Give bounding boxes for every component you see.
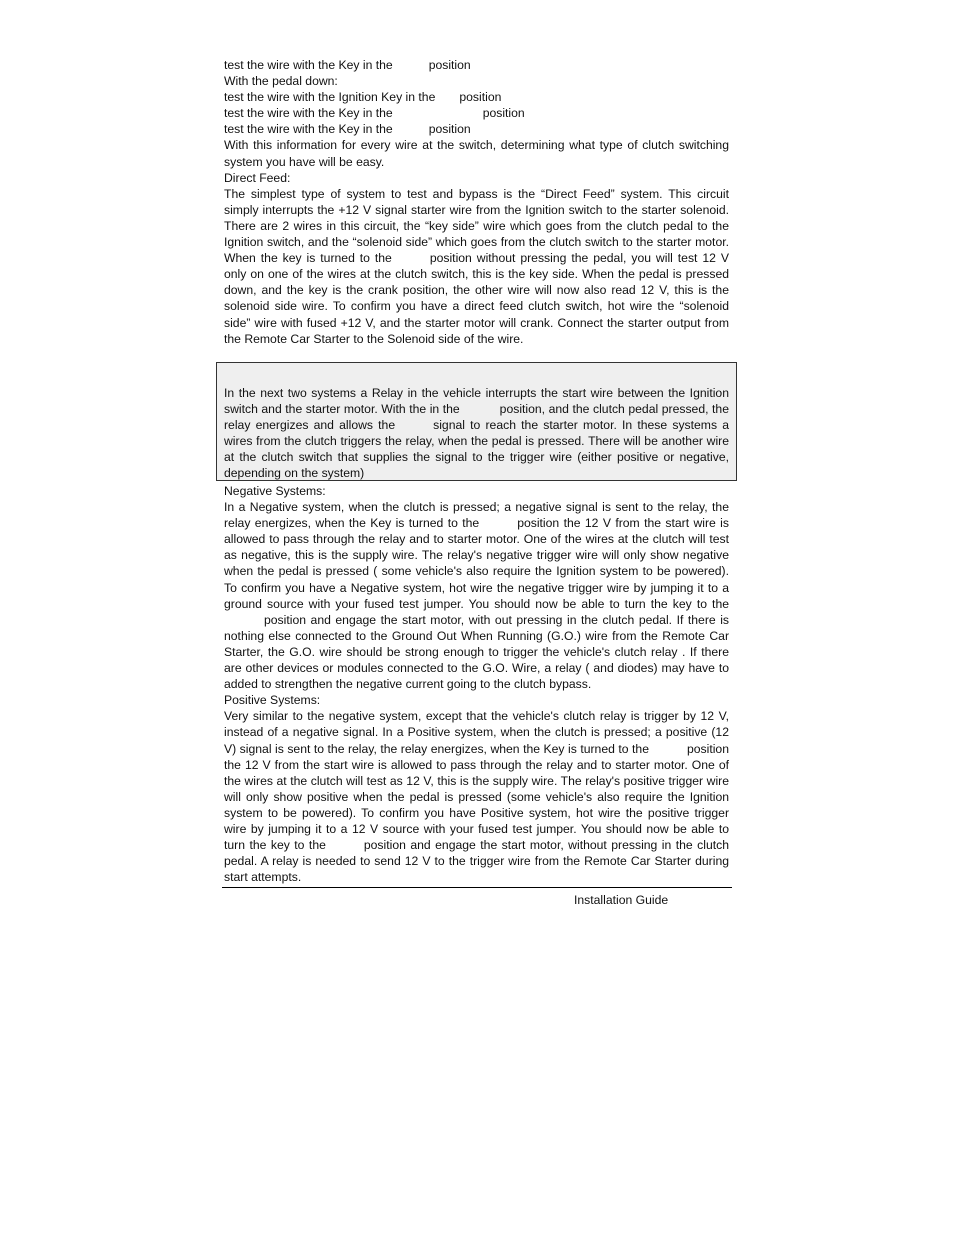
footer-rule	[222, 887, 732, 888]
test-line-4: test the wire with the Key in the position	[224, 122, 471, 137]
direct-feed-heading: Direct Feed:	[224, 170, 291, 185]
negative-systems-paragraph: In a Negative system, when the clutch is pressed; a negative signal is sent to the relay, the relay energizes, when the Key is turned to the position the 12 V from the start wire is allowed to pass through the relay and to starter motor. One of the wires at the clutch will test as negative, this is the supply wire. The relay's negative trigger wire will only show negative when the pedal is pressed ( some vehicle's also require the Ignition system to be powered). To confirm you have a Negative system, hot wire the negative trigger wire by jumping it to a ground source with your fused test jumper. You should now be able to turn the key to theposition and engage the start motor, with out pressing in the clutch pedal. If there is nothing else connected to the Ground Out When Running (G.O.) wire from the Remote Car Starter, the G.O. wire should be strong enough to trigger the vehicle's clutch relay . If there are other devices or modules connected to the G.O. Wire, a relay ( and diodes) may have to added to strengthen the negative current going to the clutch bypass.	[224, 500, 729, 692]
direct-feed-paragraph: The simplest type of system to test and bypass is the “Direct Feed” system. This circuit simply interrupts the +12 V signal starter wire from the Ignition switch to the starter solenoid. There are 2 wires in this circuit, the “key side” wire which goes from the clutch pedal to the Ignition switch, and the “solenoid side” which goes from the clutch switch to the starter motor. When the key is turned to the position without pressing the pedal, you will test 12 V only on one of the wires at the clutch switch, this is the key side. When the pedal is pressed down, and the key is the crank position, the other wire will now also read 12 V, this is the solenoid side wire. To confirm you have a direct feed clutch switch, hot wire the “solenoid side” wire with fused +12 V, and the starter motor will crank. Connect the starter output from the Remote Car Starter to the Solenoid side of the wire.	[224, 186, 729, 346]
test-line-2: test the wire with the Ignition Key in the position	[224, 90, 502, 105]
summary-paragraph: With this information for every wire at the switch, determining what type of clutch switching system you have will be easy.	[224, 138, 729, 169]
test-line-3: test the wire with the Key in the position	[224, 106, 525, 121]
systems-section	[224, 483, 729, 885]
positive-systems-paragraph: Very similar to the negative system, except that the vehicle's clutch relay is trigger by 12 V, instead of a negative signal. In a Positive system, when the clutch is pressed; a positive (12 V) signal is sent to the relay, the relay energizes, when the Key is turned to the position the 12 V from the start wire is allowed to pass through the relay and to starter motor. One of the wires at the clutch will test as 12 V, this is the supply wire. The relay's positive trigger wire will only show positive when the pedal is pressed (some vehicle's also require the Ignition system to be powered). To confirm you have Positive system, hot wire the positive trigger wire by jumping it to a 12 V source with your fused test jumper. You should now be able to turn the key to the position and engage the start motor, without pressing in the clutch pedal. A relay is needed to send 12 V to the trigger wire from the Remote Car Starter during start attempts.	[224, 709, 729, 885]
top-section	[224, 57, 729, 347]
positive-systems-heading: Positive Systems:	[224, 693, 321, 708]
callout-paragraph: In the next two systems a Relay in the vehicle interrupts the start wire between the Ignition switch and the starter motor. With the in the position, and the clutch pedal pressed, the relay energizes and allows the signal to reach the starter motor. In these systems a wires from the clutch triggers the relay, when the pedal is pressed. There will be another wire at the clutch switch that supplies the signal to the trigger wire (either positive or negative, depending on the system)	[224, 386, 730, 481]
footer-installation-guide: Installation Guide	[574, 893, 669, 907]
negative-systems-heading: Negative Systems:	[224, 484, 326, 498]
pedal-down-label: With the pedal down:	[224, 74, 338, 89]
test-line-1: test the wire with the Key in the position	[224, 58, 471, 72]
relay-systems-callout	[216, 362, 737, 481]
